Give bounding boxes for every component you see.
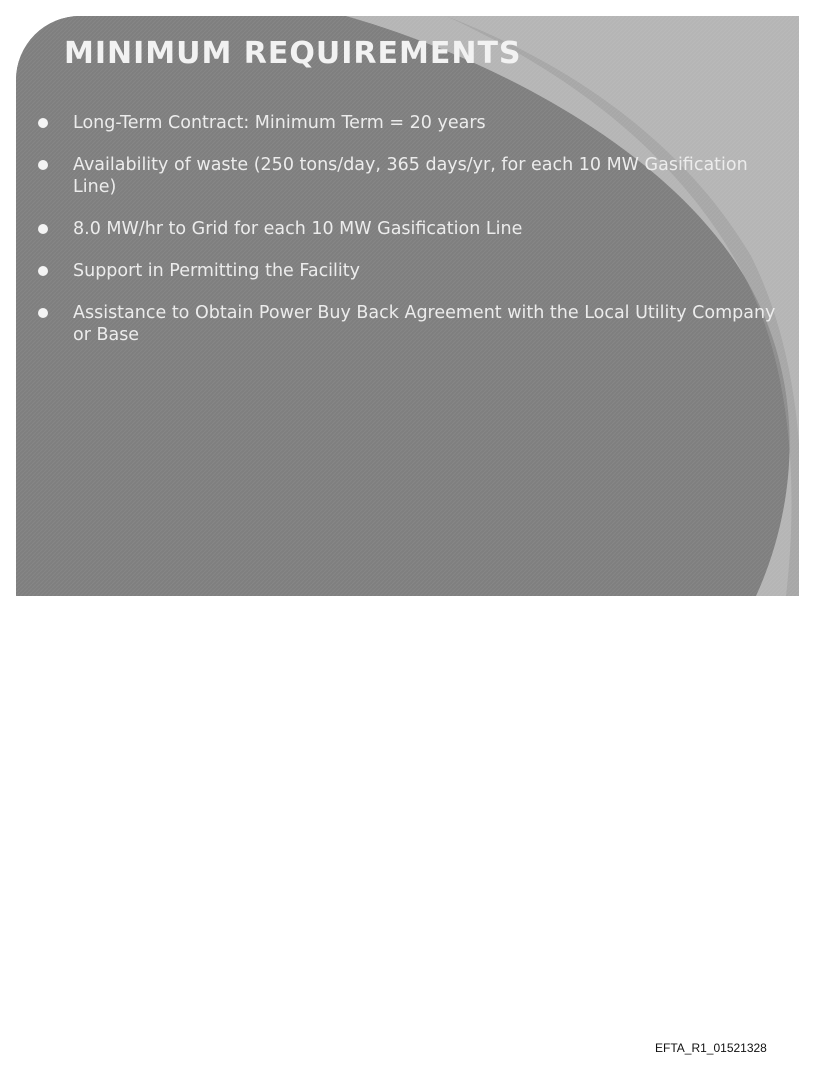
requirements-list <box>38 112 778 366</box>
list-item <box>38 260 778 282</box>
list-item-text: Availability of waste (250 tons/day, 365 days/yr, for each 10 MW Gasification Line) <box>73 155 748 197</box>
slide-title: MINIMUM REQUIREMENTS <box>64 36 522 71</box>
list-item-text: Assistance to Obtain Power Buy Back Agreement with the Local Utility Company or Base <box>73 303 776 345</box>
list-item-text: Support in Permitting the Facility <box>73 261 360 281</box>
bullet-dot-icon <box>38 308 48 318</box>
bullet-dot-icon <box>38 118 48 128</box>
list-item-text: 8.0 MW/hr to Grid for each 10 MW Gasification Line <box>73 219 523 239</box>
list-item <box>38 218 778 240</box>
list-item <box>38 302 778 346</box>
list-item <box>38 112 778 134</box>
list-item <box>38 154 778 198</box>
document-id: EFTA_R1_01521328 <box>655 1041 767 1055</box>
presentation-slide <box>16 16 799 596</box>
bullet-dot-icon <box>38 160 48 170</box>
list-item-text: Long-Term Contract: Minimum Term = 20 years <box>73 113 486 133</box>
bullet-dot-icon <box>38 224 48 234</box>
bullet-dot-icon <box>38 266 48 276</box>
